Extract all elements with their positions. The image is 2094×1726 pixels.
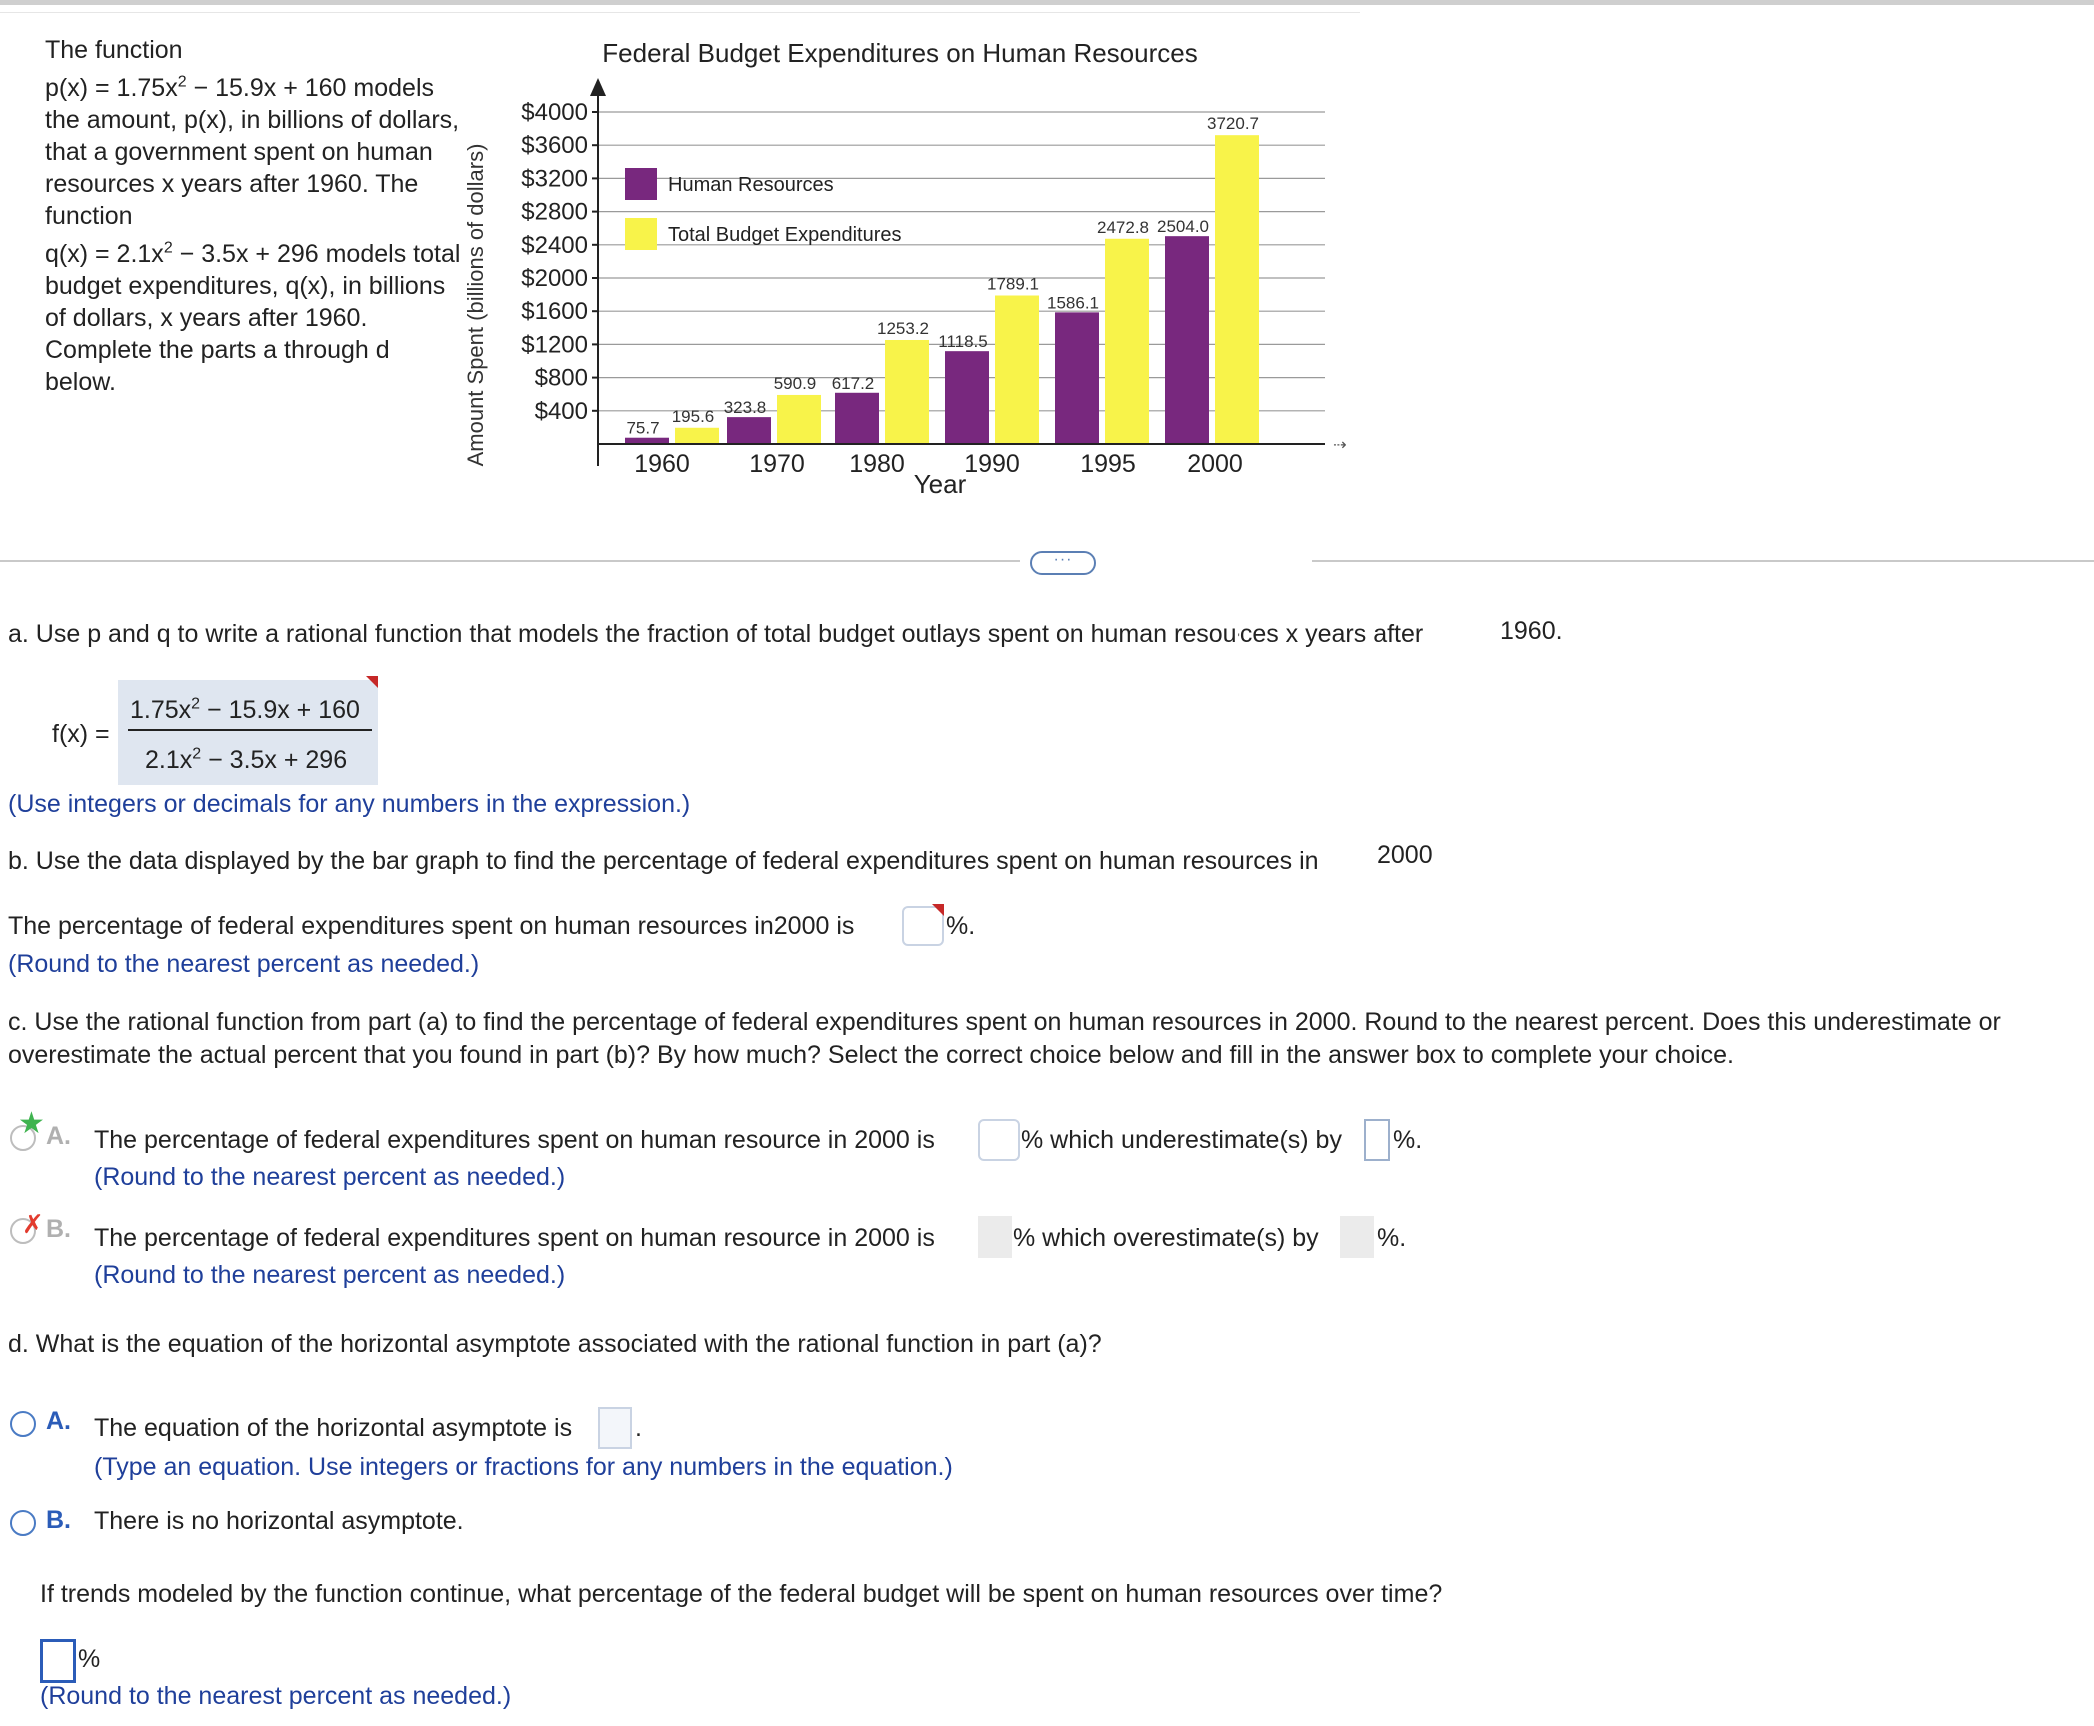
bar-total-budget	[995, 296, 1039, 444]
part-d-option-a-letter: A.	[46, 1407, 71, 1435]
x-tick-label: 1980	[849, 450, 905, 478]
part-d-option-a-hint: (Type an equation. Use integers or fractions for any numbers in the equation.)	[94, 1453, 953, 1481]
data-label-human-resources: 323.8	[723, 398, 767, 418]
y-axis-label: Amount Spent (billions of dollars)	[463, 143, 488, 467]
part-c-option-a-mid: % which underestimate(s) by	[1021, 1126, 1342, 1154]
x-tick-label: 1960	[634, 450, 690, 478]
intro-lead: The function	[45, 36, 183, 64]
bar-human-resources	[1165, 236, 1209, 444]
part-c-option-b-text: The percentage of federal expenditures spent on human resource in 2000 is	[94, 1224, 935, 1252]
part-c-option-a-letter: A.	[46, 1122, 71, 1150]
y-tick-label: $1600	[521, 298, 588, 326]
part-c-option-a-text: The percentage of federal expenditures spent on human resource in 2000 is	[94, 1126, 935, 1154]
y-tick-label: $3200	[521, 165, 588, 193]
bar-human-resources	[945, 351, 989, 444]
bar-total-budget	[675, 428, 719, 444]
part-c-option-b-difference-input[interactable]	[1340, 1216, 1374, 1258]
y-tick-label: $400	[534, 397, 588, 425]
bar-total-budget	[885, 340, 929, 444]
f-of-x-label: f(x) =	[52, 720, 110, 748]
data-label-human-resources: 1586.1	[1047, 293, 1099, 313]
more-button[interactable]: ···	[1030, 551, 1096, 575]
x-tick-label: 2000	[1187, 450, 1243, 478]
legend-label-human-resources: Human Resources	[668, 174, 834, 196]
asymptote-equation-input[interactable]	[598, 1407, 632, 1449]
part-b-question: b. Use the data displayed by the bar graph to find the percentage of federal expenditures spent on human resources in	[8, 847, 1319, 875]
part-b-percent: %.	[946, 912, 976, 940]
problem-intro	[45, 34, 465, 404]
top-divider	[0, 12, 1360, 13]
legend-swatch-human-resources	[625, 168, 657, 200]
section-divider-left	[0, 560, 1020, 562]
part-c-option-b-hint: (Round to the nearest percent as needed.)	[94, 1261, 566, 1289]
legend-label-total-budget: Total Budget Expenditures	[668, 224, 902, 246]
part-b-answer-line: The percentage of federal expenditures spent on human resources in2000 is	[8, 912, 855, 940]
y-tick-label: $2000	[521, 265, 588, 292]
section-divider-right	[1312, 560, 2094, 562]
data-label-total-budget: 195.6	[671, 406, 715, 426]
y-ticks	[521, 99, 598, 425]
data-label-human-resources: 617.2	[831, 373, 875, 393]
part-a-question: a. Use p and q to write a rational function that models the fraction of total budget outlays spent on human resou'ces x years after	[8, 620, 1424, 648]
part-b-hint: (Round to the nearest percent as needed.)	[8, 950, 480, 978]
part-c-option-b-percent-input[interactable]	[978, 1216, 1012, 1258]
data-label-human-resources: 2504.0	[1157, 217, 1209, 237]
part-c-option-a-percent-input[interactable]	[978, 1119, 1020, 1161]
part-a-year: 1960.	[1500, 617, 1563, 645]
trend-question: If trends modeled by the function continue, what percentage of the federal budget will be spent on human resources over time?	[40, 1580, 1443, 1608]
y-tick-label: $2800	[521, 198, 588, 226]
part-c-question-line1: c. Use the rational function from part (a) to find the percentage of federal expenditures spent on human resources in 2000. Round to the nearest percent. Does this underestimate or	[8, 1008, 2001, 1036]
data-label-human-resources: 75.7	[626, 418, 660, 438]
part-c-option-b-letter: B.	[46, 1215, 71, 1243]
trend-percent-sign: %	[78, 1645, 101, 1673]
fraction-numerator: $1.75x^2 - 15.9x + 160$	[130, 695, 360, 724]
y-axis-arrow-icon	[590, 78, 606, 96]
correct-star-icon: ★	[18, 1107, 45, 1140]
y-tick-label: $3600	[521, 132, 588, 160]
data-label-total-budget: 3720.7	[1207, 114, 1259, 134]
part-c-option-b-end: %.	[1377, 1224, 1407, 1252]
part-d-option-a-text: The equation of the horizontal asymptote is	[94, 1414, 573, 1442]
part-d-option-a-radio[interactable]	[10, 1411, 36, 1437]
y-tick-label: $2400	[521, 231, 588, 259]
intro-p-function: $p(x) = 1.75x^2 - 15.9x + 160$ models the amount, p(x), in billions of dollars, that a government spent on human resources x years after 1960. The function	[45, 73, 460, 230]
top-border	[0, 0, 2094, 5]
bar-total-budget	[1105, 239, 1149, 444]
fraction-bar	[128, 729, 372, 731]
x-tick-label: 1995	[1080, 450, 1136, 478]
data-label-total-budget: 1253.2	[877, 318, 929, 338]
feedback-marker-icon	[932, 904, 944, 916]
part-c-option-a-end: %.	[1393, 1126, 1423, 1154]
chart-title: Federal Budget Expenditures on Human Resources	[602, 38, 1198, 68]
data-label-total-budget: 590.9	[773, 373, 817, 393]
data-label-human-resources: 1118.5	[938, 332, 988, 352]
bar-data-labels	[626, 114, 1259, 438]
part-d-option-b-text: There is no horizontal asymptote.	[94, 1507, 464, 1535]
incorrect-x-icon: ✗	[22, 1209, 44, 1239]
x-axis-arrow-icon: ⇢	[1333, 437, 1347, 454]
part-a-hint: (Use integers or decimals for any numbers in the expression.)	[8, 790, 691, 818]
bar-human-resources	[1055, 312, 1099, 444]
bar-human-resources	[835, 393, 879, 444]
budget-bar-chart	[455, 30, 1355, 510]
intro-q-function: $q(x) = 2.1x^2 - 3.5x + 296$ models total budget expenditures, q(x), in billions of dollars, x years after 1960. Complete the parts a through d below.	[45, 239, 461, 396]
x-axis-label: Year	[913, 469, 967, 499]
part-d-question: d. What is the equation of the horizontal asymptote associated with the rational function in part (a)?	[8, 1330, 1102, 1358]
part-d-option-b-letter: B.	[46, 1506, 71, 1534]
part-c-option-a-hint: (Round to the nearest percent as needed.)	[94, 1163, 566, 1191]
part-d-option-a-end: .	[635, 1414, 642, 1442]
y-tick-label: $800	[534, 364, 588, 392]
trend-hint: (Round to the nearest percent as needed.)	[40, 1682, 512, 1710]
bar-total-budget	[777, 395, 821, 444]
x-tick-label: 1990	[964, 450, 1020, 478]
legend-swatch-total-budget	[625, 218, 657, 250]
y-tick-label: $1200	[521, 331, 588, 359]
fraction-denominator: $2.1x^2 - 3.5x + 296$	[145, 745, 348, 774]
bar-human-resources	[727, 417, 771, 444]
y-tick-label: $4000	[521, 99, 588, 126]
data-label-total-budget: 2472.8	[1097, 217, 1149, 237]
bar-total-budget	[1215, 135, 1259, 444]
data-label-total-budget: 1789.1	[987, 274, 1039, 294]
feedback-marker-icon	[366, 676, 378, 688]
trend-percent-input[interactable]	[40, 1639, 76, 1683]
part-c-option-a-difference-input[interactable]	[1364, 1119, 1390, 1161]
part-d-option-b-radio[interactable]	[10, 1510, 36, 1536]
part-c-question-line2: overestimate the actual percent that you found in part (b)? By how much? Select the correct choice below and fill in the answer box to complete your choice.	[8, 1041, 1734, 1069]
x-tick-label: 1970	[749, 450, 805, 478]
part-c-option-b-mid: % which overestimate(s) by	[1013, 1224, 1319, 1252]
part-b-year: 2000	[1377, 841, 1433, 869]
